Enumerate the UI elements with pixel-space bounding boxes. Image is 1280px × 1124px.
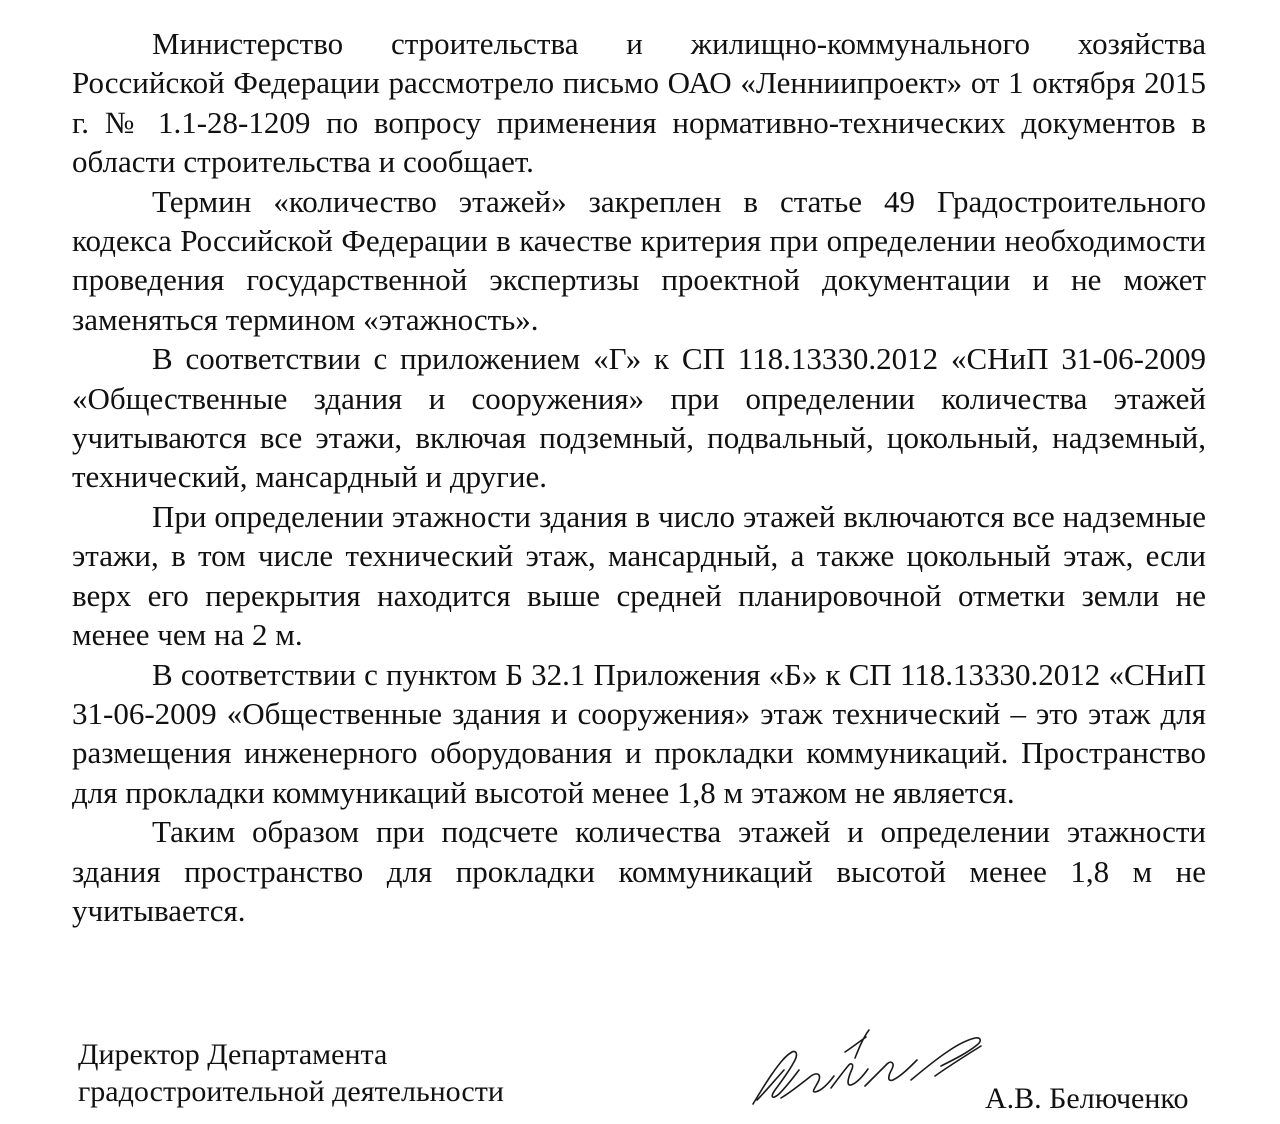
handwritten-signature xyxy=(735,1012,1005,1117)
signatory-position xyxy=(78,1036,504,1110)
paragraph: В соответствии с приложением «Г» к СП 118.13330.2012 «СНиП 31-06-2009 «Общественные здания и сооружения» при определении количества этажей учитываются все этажи, включая подземный, подвальный, цокольный, надземный, технический, мансардный и другие. xyxy=(72,341,1206,495)
paragraph: Термин «количество этажей» закреплен в статье 49 Градостроительного кодекса Российской Федерации в качестве критерия при определении необходимости проведения государственной экспертизы проектной документации и не может заменяться термином «этажность». xyxy=(72,183,1206,337)
letter-body xyxy=(72,24,1206,930)
signature-block xyxy=(0,1030,1280,1124)
paragraph: В соответствии с пунктом Б 32.1 Приложения «Б» к СП 118.13330.2012 «СНиП 31-06-2009 «Общественные здания и сооружения» этаж технический – это этаж для размещения инженерного оборудования и прокладки коммуникаций. Пространство для прокладки коммуникаций высотой менее 1,8 м этажом не является. xyxy=(72,656,1206,810)
paragraph: Таким образом при подсчете количества этажей и определении этажности здания пространство для прокладки коммуникаций высотой менее 1,8 м не учитывается. xyxy=(72,814,1206,928)
paragraph: Министерство строительства и жилищно-коммунального хозяйства Российской Федерации рассмотрело письмо ОАО «Ленниипроект» от 1 октября 2015 г. № 1.1-28-1209 по вопросу применения нормативно-технических документов в области строительства и сообщает. xyxy=(72,26,1206,180)
signatory-position-line: градостроительной деятельности xyxy=(78,1075,504,1108)
signatory-name: А.В. Белюченко xyxy=(985,1082,1189,1115)
paragraph: При определении этажности здания в число этажей включаются все надземные этажи, в том числе технический этаж, мансардный, а также цокольный этаж, если верх его перекрытия находится выше средней планировочной отметки земли не менее чем на 2 м. xyxy=(72,498,1206,653)
signatory-position-line: Директор Департамента xyxy=(78,1038,388,1071)
